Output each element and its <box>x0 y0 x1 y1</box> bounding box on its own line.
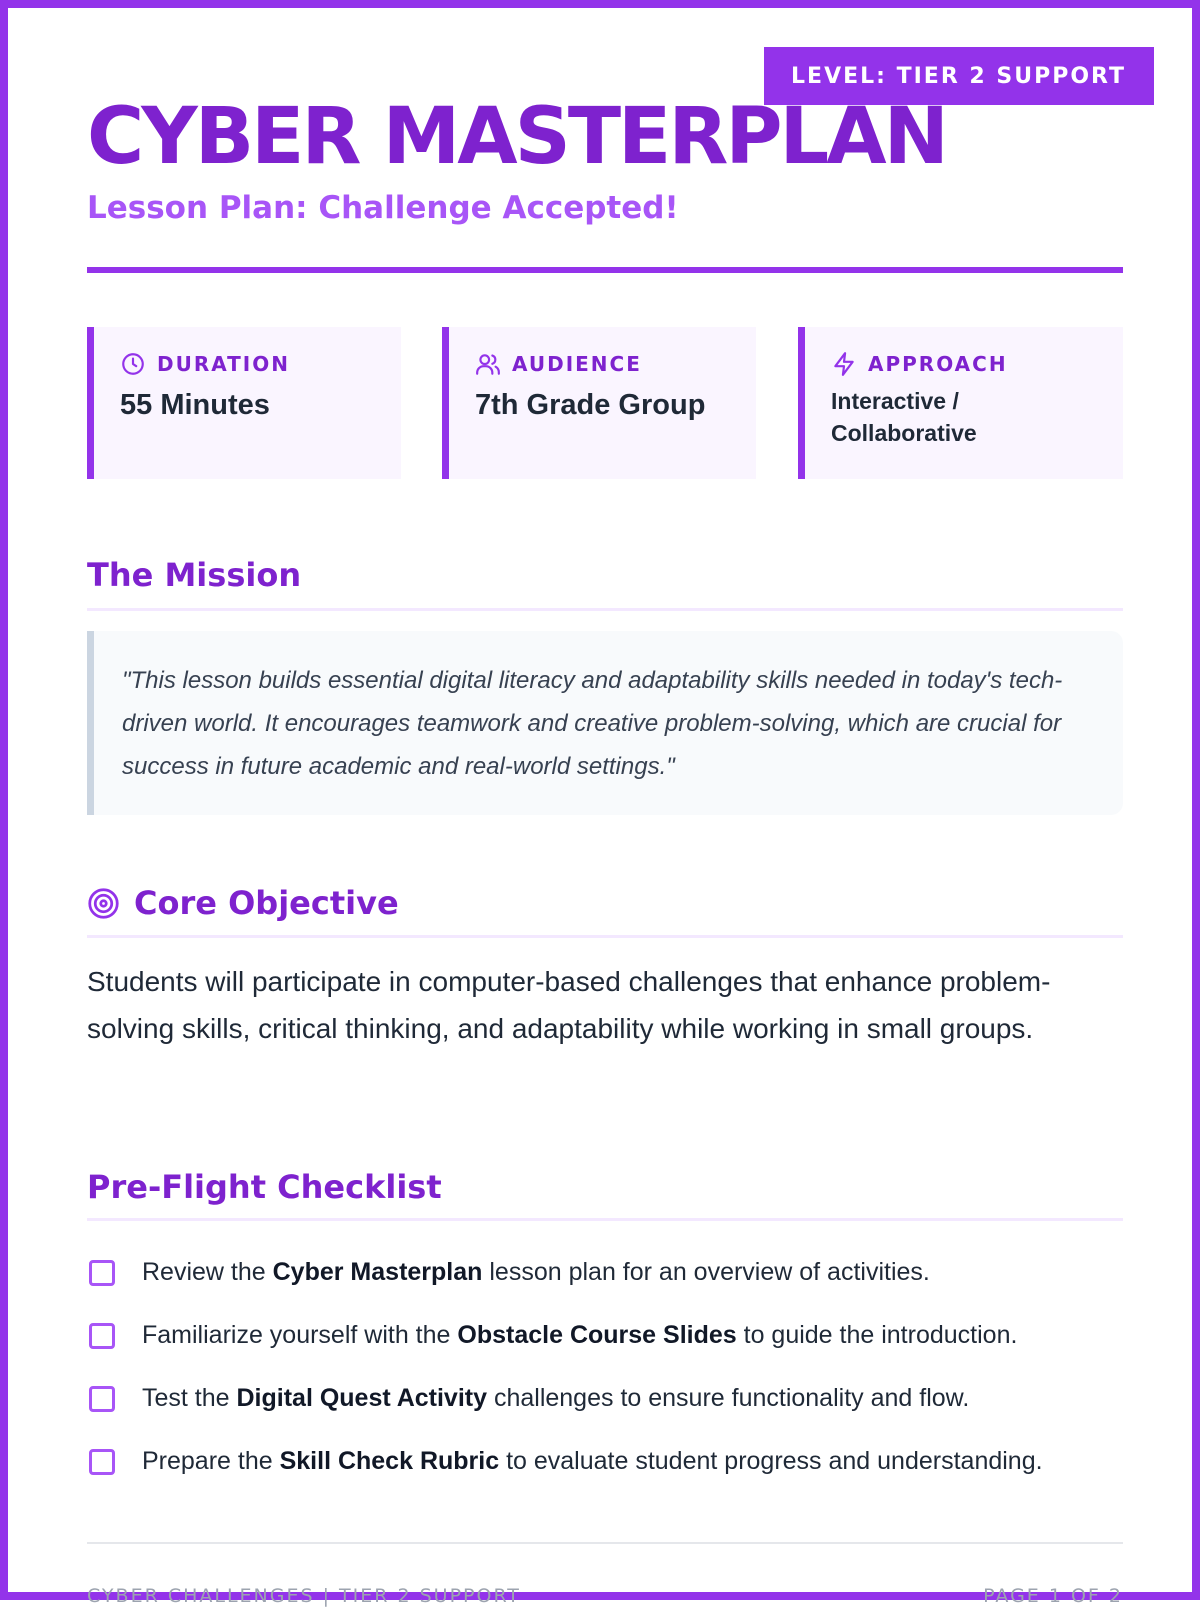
duration-card <box>87 327 401 479</box>
checkbox[interactable] <box>89 1260 115 1286</box>
footer-divider <box>87 1542 1123 1544</box>
checklist-item: Test the Digital Quest Activity challenges to ensure functionality and flow. <box>87 1367 1123 1430</box>
checklist-item: Review the Cyber Masterplan lesson plan for an overview of activities. <box>87 1241 1123 1304</box>
objective-divider <box>87 935 1123 938</box>
checklist-heading: Pre-Flight Checklist <box>87 1168 442 1206</box>
page-number: PAGE 1 OF 2 <box>983 1585 1123 1607</box>
approach-value-line1: Interactive / <box>831 388 959 414</box>
duration-label: DURATION <box>157 352 290 376</box>
audience-label: AUDIENCE <box>512 352 642 376</box>
mission-quote: "This lesson builds essential digital literacy and adaptability skills needed in today's tech-driven world. It encourages teamwork and creative problem-solving, which are crucial for success in future academic and real-world settings." <box>87 631 1123 815</box>
duration-value: 55 Minutes <box>120 389 270 421</box>
level-badge: LEVEL: TIER 2 SUPPORT <box>764 47 1154 105</box>
footer-left-text: CYBER CHALLENGES | TIER 2 SUPPORT <box>87 1585 521 1607</box>
checkbox[interactable] <box>89 1323 115 1349</box>
checklist-divider <box>87 1218 1123 1221</box>
mission-heading: The Mission <box>87 556 302 594</box>
info-cards <box>87 327 1123 479</box>
checklist-item: Familiarize yourself with the Obstacle Course Slides to guide the introduction. <box>87 1304 1123 1367</box>
audience-value: 7th Grade Group <box>475 389 706 421</box>
title-divider <box>87 267 1123 273</box>
checklist-item: Prepare the Skill Check Rubric to evaluate student progress and understanding. <box>87 1430 1123 1493</box>
objective-text: Students will participate in computer-based challenges that enhance problem-solving skills, critical thinking, and adaptability while working in small groups. <box>87 966 1051 1044</box>
approach-label: APPROACH <box>868 352 1008 376</box>
checkbox[interactable] <box>89 1449 115 1475</box>
approach-card <box>798 327 1123 479</box>
audience-card <box>442 327 756 479</box>
users-icon <box>475 351 501 377</box>
approach-value <box>831 385 1103 449</box>
page-footer <box>87 1585 1123 1607</box>
pre-flight-checklist <box>87 1241 1123 1493</box>
lightning-icon <box>831 351 857 377</box>
clock-icon <box>120 351 146 377</box>
objective-heading <box>87 884 399 922</box>
page-title: CYBER MASTERPLAN <box>87 92 946 182</box>
approach-value-line2: Collaborative <box>831 420 977 446</box>
mission-divider <box>87 608 1123 611</box>
target-icon <box>87 887 120 920</box>
page-subtitle: Lesson Plan: Challenge Accepted! <box>87 190 679 226</box>
checkbox[interactable] <box>89 1386 115 1412</box>
objective-heading-text: Core Objective <box>134 884 399 922</box>
